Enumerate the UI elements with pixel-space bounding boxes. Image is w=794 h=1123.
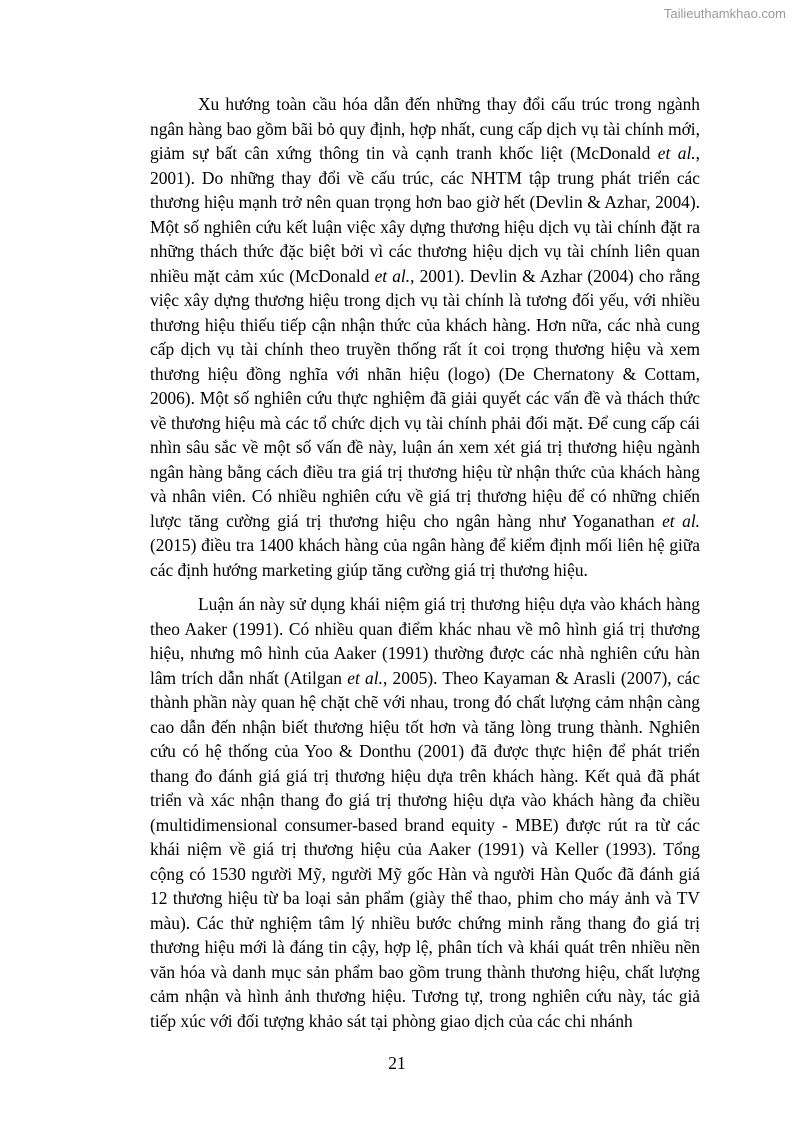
paragraph-1 [150,92,700,582]
paragraph-1-text-3: , 2001). Devlin & Azhar (2004) cho rằng việc xây dựng thương hiệu trong dịch vụ tài chính là tương đối yếu, với nhiều thương hiệu thiếu tiếp cận nhận thức của khách hàng. Hơn nữa, các nhà cung cấp dịch vụ tài chính theo truyền thống rất ít coi trọng thương hiệu và xem thương hiệu đồng nghĩa với nhãn hiệu (logo) (De Chernatony & Cottam, 2006). Một số nghiên cứu thực nghiệm đã giải quyết các vấn đề và thách thức về thương hiệu mà các tổ chức dịch vụ tài chính phải đối mặt. Để cung cấp cái nhìn sâu sắc về một số vấn đề này, luận án xem xét giá trị thương hiệu ngành ngân hàng bằng cách điều tra giá trị thương hiệu từ nhận thức của khách hàng và nhân viên. Có nhiều nghiên cứu về giá trị thương hiệu để có những chiến lược tăng cường giá trị thương hiệu cho ngân hàng như Yoganathan [150,265,700,531]
paragraph-2-text-1: Luận án này sử dụng khái niệm giá trị thương hiệu dựa vào khách hàng theo Aaker (1991). Có nhiều quan điểm khác nhau về mô hình giá trị thương hiệu, nhưng mô hình của Aaker (1991) thường được các nhà nghiên cứu hàn lâm trích dẫn nhất (Atilgan [150,594,700,688]
paragraph-2-text-2: , 2005). Theo Kayaman & Arasli (2007), các thành phần này quan hệ chặt chẽ với nhau, trong đó chất lượng cảm nhận càng cao dẫn đến nhận biết thương hiệu tốt hơn và tăng lòng trung thành. Nghiên cứu có hệ thống của Yoo & Donthu (2001) đã được thực hiện để phát triển thang đo đánh giá giá trị thương hiệu dựa trên khách hàng. Kết quả đã phát triển và xác nhận thang đo giá trị thương hiệu dựa vào khách hàng đa chiều (multidimensional consumer-based brand equity - MBE) được rút ra từ các khái niệm về giá trị thương hiệu của Aaker (1991) và Keller (1993). Tổng cộng có 1530 người Mỹ, người Mỹ gốc Hàn và người Hàn Quốc đã đánh giá 12 thương hiệu từ ba loại sản phẩm (giày thể thao, phim cho máy ảnh và TV màu). Các thử nghiệm tâm lý nhiều bước chứng minh rằng thang đo giá trị thương hiệu mới là đáng tin cậy, hợp lệ, phân tích và khái quát trên nhiều nền văn hóa và danh mục sản phẩm bao gồm trung thành thương hiệu, chất lượng cảm nhận và hình ảnh thương hiệu. Tương tự, trong nghiên cứu này, tác giả tiếp xúc với đối tượng khảo sát tại phòng giao dịch của các chi nhánh [150,667,700,1031]
paragraph-1-text-2: , 2001). Do những thay đổi về cấu trúc, các NHTM tập trung phát triển các thương hiệu mạnh trở nên quan trọng hơn bao giờ hết (Devlin & Azhar, 2004). Một số nghiên cứu kết luận việc xây dựng thương hiệu dịch vụ tài chính đặt ra những thách thức đặc biệt bởi vì các thương hiệu dịch vụ tài chính liên quan nhiều mặt cảm xúc (McDonald [150,143,700,286]
et-al-citation: et al. [347,667,383,688]
paragraph-1-text-1: Xu hướng toàn cầu hóa dẫn đến những thay đổi cấu trúc trong ngành ngân hàng bao gồm bãi bỏ quy định, hợp nhất, cung cấp dịch vụ tài chính mới, giảm sự bất cân xứng thông tin và cạnh tranh khốc liệt (McDonald [150,94,700,163]
paragraph-2 [150,592,700,1033]
watermark-text: Tailieuthamkhao.com [663,6,786,21]
document-body [150,92,700,1043]
paragraph-1-text-4: (2015) điều tra 1400 khách hàng của ngân hàng để kiểm định mối liên hệ giữa các định hướng marketing giúp tăng cường giá trị thương hiệu. [150,535,700,580]
et-al-citation: et al. [657,143,696,163]
et-al-citation: et al. [662,510,700,531]
et-al-citation: et al. [374,265,411,286]
page-number: 21 [388,1053,406,1073]
